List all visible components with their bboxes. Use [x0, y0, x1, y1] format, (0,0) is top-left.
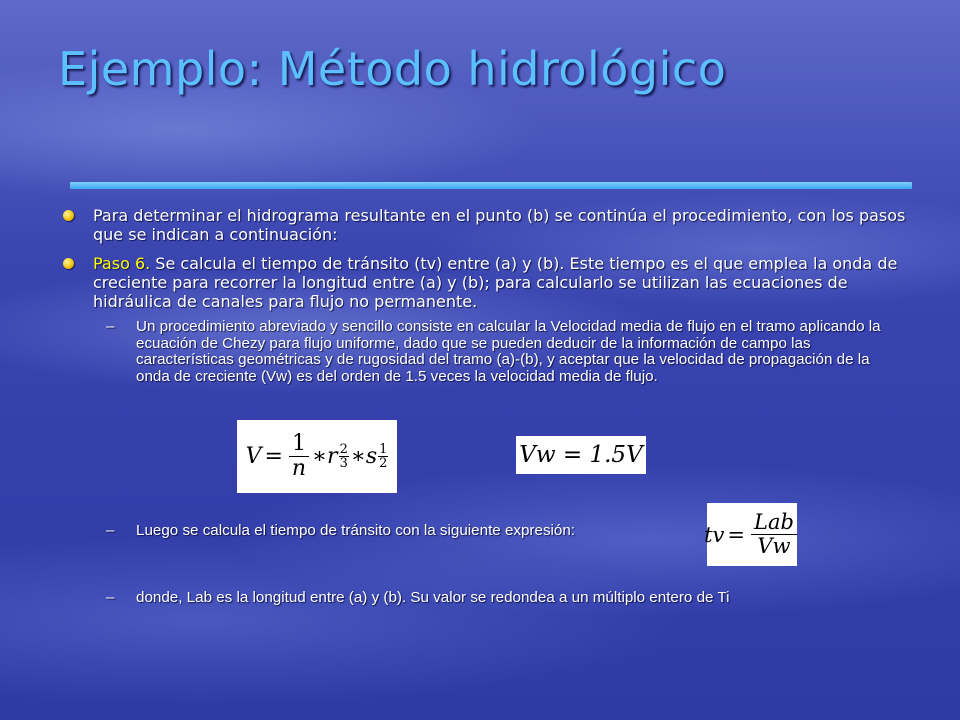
bullet-step-6 — [93, 254, 913, 311]
s-exponent — [378, 443, 388, 470]
formula-op: ∗ — [312, 444, 328, 469]
bullet-dot-icon — [63, 210, 74, 221]
s-exp-den: 2 — [379, 456, 388, 471]
formula-transit-time — [704, 503, 797, 566]
formula-velocity — [237, 420, 397, 493]
transit-denominator: Vw — [757, 534, 791, 558]
transit-equals: = — [727, 522, 745, 547]
dash-icon: – — [106, 589, 115, 606]
formula-coefficient — [289, 432, 309, 481]
sub-item-chezy — [106, 318, 906, 385]
bullet-step-6-text: Se calcula el tiempo de tránsito (tv) entre (a) y (b). Este tiempo es el que emplea la onda de creciente para recorrer la longitud entre (a) y (b); para calcularlo se utilizan las ecuaciones de hidráulica de canales para flujo no permanente. — [93, 254, 898, 311]
transit-numerator: Lab — [751, 511, 797, 535]
bullet-intro — [93, 206, 913, 244]
coef-denominator: n — [291, 456, 307, 481]
bullet-intro-text: Para determinar el hidrograma resultante en el punto (b) se continúa el procedimiento, con los pasos que se indican a continuación: — [93, 206, 906, 244]
sub-item-lab-text: donde, Lab es la longitud entre (a) y (b). Su valor se redondea a un múltiplo entero de Ti — [136, 589, 730, 606]
sub-item-transit-text: Luego se calcula el tiempo de tránsito con la siguiente expresión: — [136, 522, 576, 539]
step-label: Paso 6. — [93, 254, 151, 273]
formula-op: ∗ — [350, 444, 366, 469]
dash-icon: – — [106, 318, 115, 335]
slide-title: Ejemplo: Método hidrológico — [58, 42, 727, 96]
sub-item-chezy-text: Un procedimiento abreviado y sencillo consiste en calcular la Velocidad media de flujo en el tramo aplicando la ecuación de Chezy para flujo uniforme, dado que se pueden deducir de la información de campo las características geométricas y de rugosidad del tramo (a)-(b), y aceptar que la velocidad de propagación de la onda de creciente (Vw) es del orden de 1.5 veces la velocidad media de flujo. — [136, 318, 881, 385]
r-exp-den: 3 — [339, 456, 348, 471]
formula-equals: = — [264, 444, 283, 469]
title-underline — [70, 182, 912, 189]
coef-numerator: 1 — [289, 432, 309, 457]
wave-speed-text: Vw = 1.5V — [519, 442, 643, 468]
sub-item-lab — [106, 589, 906, 607]
formula-r: r — [327, 444, 338, 469]
transit-fraction — [751, 511, 797, 558]
transit-lhs: tv — [704, 522, 725, 547]
r-exponent — [339, 443, 349, 470]
formula-s: s — [365, 444, 378, 469]
s-exp-num: 1 — [379, 442, 388, 457]
r-exp-num: 2 — [339, 442, 348, 457]
dash-icon: – — [106, 522, 115, 539]
formula-wave-speed — [516, 436, 646, 474]
bullet-dot-icon — [63, 258, 74, 269]
formula-lhs: V — [245, 444, 262, 469]
